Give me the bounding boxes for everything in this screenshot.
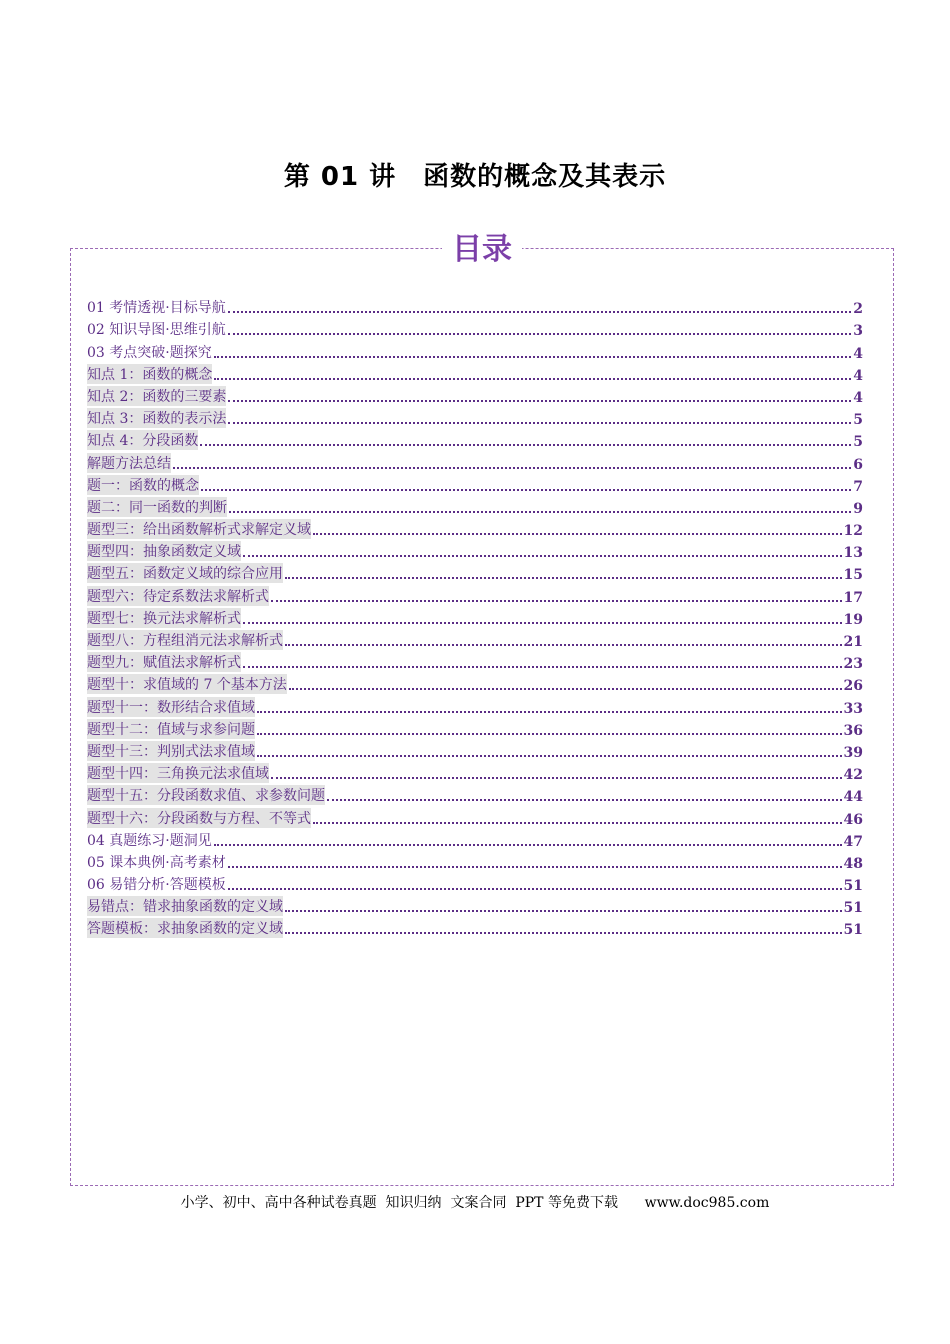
toc-entry-label: 题型十五：分段函数求值、求参数问题 <box>87 785 325 805</box>
toc-entry[interactable] <box>87 473 863 495</box>
toc-entry-label: 题二：同一函数的判断 <box>87 497 227 517</box>
toc-entry-label: 06 易错分析·答题模板 <box>87 877 226 894</box>
toc-entry[interactable] <box>87 539 863 561</box>
toc-leader-dots <box>173 467 851 469</box>
toc-entry-page: 4 <box>853 345 863 362</box>
toc-entry[interactable] <box>87 450 863 472</box>
toc-entry[interactable] <box>87 916 863 938</box>
toc-entry-page: 13 <box>843 545 863 562</box>
toc-entry[interactable] <box>87 495 863 517</box>
toc-leader-dots <box>285 644 842 646</box>
toc-leader-dots <box>289 688 842 690</box>
footer-text: 小学、初中、高中各种试卷真题 知识归纳 文案合同 PPT 等免费下载 www.doc985.com <box>180 1195 770 1211</box>
toc-entry-page: 7 <box>853 478 863 495</box>
toc-entry-page: 5 <box>853 434 863 451</box>
toc-entry-label: 知点 4：分段函数 <box>87 430 198 450</box>
toc-entry[interactable] <box>87 583 863 605</box>
toc-entry[interactable] <box>87 362 863 384</box>
toc-leader-dots <box>200 444 851 446</box>
toc-leader-dots <box>228 888 842 890</box>
toc-entry-page: 3 <box>853 323 863 340</box>
toc-leader-dots <box>257 755 842 757</box>
toc-leader-dots <box>228 333 852 335</box>
toc-leader-dots <box>257 711 842 713</box>
toc-entry-page: 46 <box>843 811 863 828</box>
toc-entry[interactable] <box>87 694 863 716</box>
toc-entry-label: 知点 2：函数的三要素 <box>87 386 226 406</box>
toc-entry[interactable] <box>87 872 863 894</box>
toc-entry-page: 47 <box>843 833 863 850</box>
toc-leader-dots <box>285 932 842 934</box>
toc-entry[interactable] <box>87 828 863 850</box>
toc-entry-page: 33 <box>843 700 863 717</box>
toc-entry-label: 题型六：待定系数法求解析式 <box>87 586 269 606</box>
toc-entry[interactable] <box>87 650 863 672</box>
toc-entry-label: 02 知识导图·思维引航 <box>87 322 226 339</box>
toc-leader-dots <box>313 822 842 824</box>
toc-heading: 目录 <box>442 232 522 267</box>
toc-entry-label: 题型七：换元法求解析式 <box>87 608 241 628</box>
toc-entry-page: 51 <box>843 900 863 917</box>
toc-entry-label: 知点 1：函数的概念 <box>87 364 212 384</box>
toc-entry-page: 48 <box>843 855 863 872</box>
page-title: 第 01 讲 函数的概念及其表示 <box>283 162 667 192</box>
toc-entry-page: 17 <box>843 589 863 606</box>
toc-leader-dots <box>214 356 852 358</box>
toc-leader-dots <box>285 910 842 912</box>
toc-entry-page: 26 <box>843 678 863 695</box>
toc-entry-page: 51 <box>843 878 863 895</box>
toc-leader-dots <box>285 577 842 579</box>
toc-entry-label: 03 考点突破·题探究 <box>87 344 212 361</box>
toc-entry[interactable] <box>87 761 863 783</box>
toc-list <box>87 295 863 938</box>
toc-entry-label: 答题模板：求抽象函数的定义域 <box>87 918 283 938</box>
toc-entry[interactable] <box>87 850 863 872</box>
toc-entry-label: 题型十二：值域与求参问题 <box>87 719 255 739</box>
toc-entry[interactable] <box>87 317 863 339</box>
toc-entry-label: 05 课本典例·高考素材 <box>87 854 226 871</box>
toc-entry-page: 15 <box>843 567 863 584</box>
toc-entry[interactable] <box>87 428 863 450</box>
toc-entry[interactable] <box>87 805 863 827</box>
toc-leader-dots <box>243 555 842 557</box>
toc-entry[interactable] <box>87 517 863 539</box>
toc-entry[interactable] <box>87 384 863 406</box>
toc-leader-dots <box>228 866 842 868</box>
table-of-contents <box>70 232 894 1186</box>
toc-heading-wrapper <box>71 232 893 267</box>
toc-entry-page: 44 <box>843 789 863 806</box>
toc-entry-page: 2 <box>853 301 863 318</box>
toc-entry-page: 5 <box>853 412 863 429</box>
toc-entry-page: 23 <box>843 656 863 673</box>
toc-entry-page: 4 <box>853 389 863 406</box>
toc-leader-dots <box>313 533 842 535</box>
toc-leader-dots <box>327 799 842 801</box>
toc-leader-dots <box>257 733 842 735</box>
toc-entry[interactable] <box>87 561 863 583</box>
toc-entry-label: 题型十三：判别式法求值域 <box>87 741 255 761</box>
toc-entry-page: 9 <box>853 500 863 517</box>
toc-entry-page: 36 <box>843 722 863 739</box>
toc-entry-page: 4 <box>853 367 863 384</box>
toc-leader-dots <box>228 311 852 313</box>
toc-leader-dots <box>229 511 851 513</box>
toc-entry[interactable] <box>87 606 863 628</box>
toc-leader-dots <box>214 844 842 846</box>
toc-entry-page: 12 <box>843 523 863 540</box>
toc-entry[interactable] <box>87 295 863 317</box>
toc-entry-label: 题型十一：数形结合求值域 <box>87 697 255 717</box>
toc-entry-label: 题型五：函数定义域的综合应用 <box>87 563 283 583</box>
toc-entry-page: 51 <box>843 922 863 939</box>
toc-entry-page: 21 <box>843 634 863 650</box>
toc-entry-label: 题型九：赋值法求解析式 <box>87 652 241 672</box>
toc-entry[interactable] <box>87 739 863 761</box>
toc-entry-label: 知点 3：函数的表示法 <box>87 408 226 428</box>
toc-entry[interactable] <box>87 339 863 361</box>
toc-entry-label: 题型十四：三角换元法求值域 <box>87 763 269 783</box>
toc-entry-page: 42 <box>843 767 863 784</box>
toc-entry-label: 题型三：给出函数解析式求解定义域 <box>87 519 311 539</box>
toc-leader-dots <box>201 489 851 491</box>
toc-entry-label: 04 真题练习·题洞见 <box>87 832 212 849</box>
toc-entry-label: 题一：函数的概念 <box>87 475 199 495</box>
toc-entry-label: 题型十六：分段函数与方程、不等式 <box>87 808 311 828</box>
toc-entry[interactable] <box>87 628 863 650</box>
toc-entry[interactable] <box>87 894 863 916</box>
toc-leader-dots <box>228 422 851 424</box>
toc-entry-label: 易错点：错求抽象函数的定义域 <box>87 896 283 916</box>
toc-entry-page: 39 <box>843 744 863 761</box>
toc-entry-label: 题型十：求值域的 7 个基本方法 <box>87 674 287 694</box>
toc-entry[interactable] <box>87 406 863 428</box>
toc-entry-page: 6 <box>853 456 863 473</box>
toc-leader-dots <box>243 666 842 668</box>
toc-entry-label: 题型四：抽象函数定义域 <box>87 541 241 561</box>
toc-leader-dots <box>271 600 842 602</box>
toc-entry-page: 19 <box>843 611 863 628</box>
toc-leader-dots <box>228 400 851 402</box>
toc-entry-label: 解题方法总结 <box>87 453 171 473</box>
toc-entry-label: 题型八：方程组消元法求解析式 <box>87 630 283 650</box>
toc-leader-dots <box>243 622 842 624</box>
toc-entry[interactable] <box>87 672 863 694</box>
toc-leader-dots <box>214 378 851 380</box>
toc-entry-label: 01 考情透视·目标导航 <box>87 300 226 317</box>
toc-leader-dots <box>271 777 842 779</box>
toc-entry[interactable] <box>87 717 863 739</box>
toc-entry[interactable] <box>87 783 863 805</box>
